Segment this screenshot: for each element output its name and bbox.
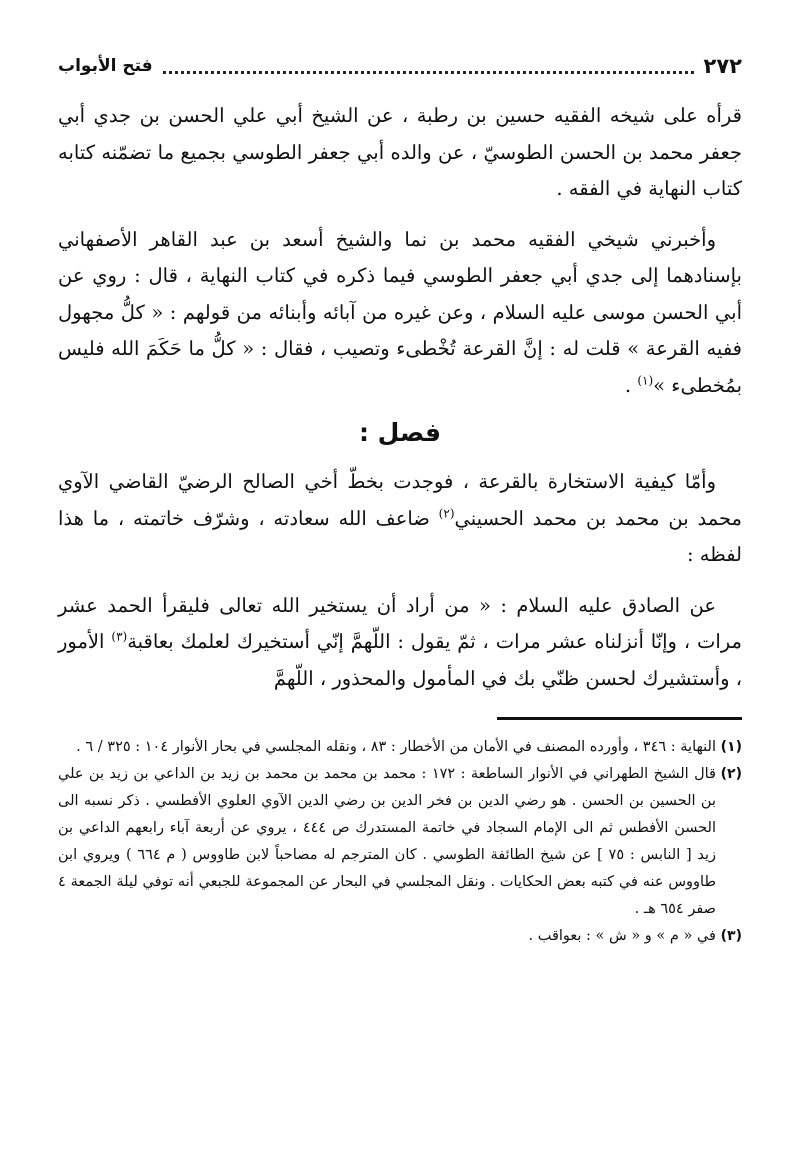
footnote-1 [58,734,742,761]
section-heading: فصل : [358,418,442,447]
paragraph-2-text: وأخبرني شيخي الفقيه محمد بن نما والشيخ أسعد بن عبد القاهر الأصفهاني بإسنادهما إلى جدي أبي جعفر الطوسي فيما ذكره في كتاب النهاية ، قال : روي عن أبي الحسن موسى عليه السلام ، وعن غيره من آبائه وأبنائه من قولهم : « كلُّ مجهول ففيه القرعة » قلت له : إنَّ القرعة تُخْطىء وتصيب ، فقال : « كلُّ ما حَكَمَ الله فليس بمُخطىء » [58,227,742,397]
book-page [58,48,742,1128]
running-header [58,48,742,84]
footnote-3-text: في « م » و « ش » : بعواقب . [528,928,716,944]
footnote-3-marker: (٣) [720,928,742,944]
footnote-ref-3[interactable]: (٣) [111,629,128,644]
paragraph-4-text-a: عن الصادق عليه السلام : « من أراد أن يستخير الله تعالى فليقرأ الحمد عشر مرات ، وإنّا أنزلناه عشر مرات ، ثمّ يقول : اللّهمَّ إنّي أستخيرك لعلمك بعاقبة [58,593,742,653]
paragraph-1 [58,98,742,208]
paragraph-4 [58,588,742,698]
footnote-2-marker: (٢) [720,766,742,782]
book-title: فتح الأبواب [58,56,153,76]
page-number: ٢٧٢ [703,54,742,78]
header-dot-leader [163,59,694,74]
paragraph-4-text-b: الأمور ، وأستشيرك لحسن ظنّي بك في المأمول والمحذور ، اللّهمَّ [58,630,742,690]
footnote-1-text: النهاية : ٣٤٦ ، وأورده المصنف في الأمان من الأخطار : ٨٣ ، ونقله المجلسي في بحار الأنوار ١٠٤ : ٣٢٥ / ٦ . [76,739,716,755]
footnote-2-text: قال الشيخ الطهراني في الأنوار الساطعة : ١٧٢ : محمد بن محمد بن محمد بن زيد بن الداعي بن زيد بن علي بن الحسين بن الحسن . هو رضي الدين بن فخر الدين بن رضي الدين الآوي العلوي الأفطسي . ذكر نسبه الى الحسن الأفطس ثم الى الإمام السجاد في خاتمة المستدرك ص ٤٤٤ ، يروي عن أربعة آباء رابعهم الداعي بن زيد [ النابس : ٧٥ ] عن شيخ الطائفة الطوسي . كان المترجم له مصاحباً لابن طاووس ( م ٦٦٤ ) ويروي ابن طاووس عنه في كتبه بعض الحكايات . ونقل المجلسي في البحار عن المجموعة للجبعي أنه توفي ليلة الجمعة ٤ صفر ٦٥٤ هـ . [58,766,717,917]
footnote-1-marker: (١) [720,739,742,755]
paragraph-2-end: . [624,373,638,397]
footnote-ref-1[interactable]: (١) [637,373,654,387]
paragraph-3 [58,464,742,574]
paragraph-2 [58,222,742,405]
footnote-2 [58,761,742,923]
paragraph-3-text-a: وأمّا كيفية الاستخارة بالقرعة ، فوجدت بخطّ أخي الصالح الرضيّ القاضي الآوي محمد بن محمد بن محمد الحسيني [58,470,742,530]
footnote-ref-2[interactable]: (٢) [438,506,455,520]
footnote-divider [497,717,742,720]
paragraph-3-text-b: ضاعف الله سعادته ، وشرّف خاتمته ، ما هذا لفظه : [58,506,742,566]
paragraph-1-text: قرأه على شيخه الفقيه حسين بن رطبة ، عن الشيخ أبي علي الحسن بن جدي أبي جعفر محمد بن الحسن الطوسيّ ، عن والده أبي جعفر الطوسي بجميع ما تضمّنه كتابه كتاب النهاية في الفقه . [58,104,742,200]
footnote-3 [58,923,742,950]
main-text [58,98,742,697]
footnotes-section [58,734,742,950]
